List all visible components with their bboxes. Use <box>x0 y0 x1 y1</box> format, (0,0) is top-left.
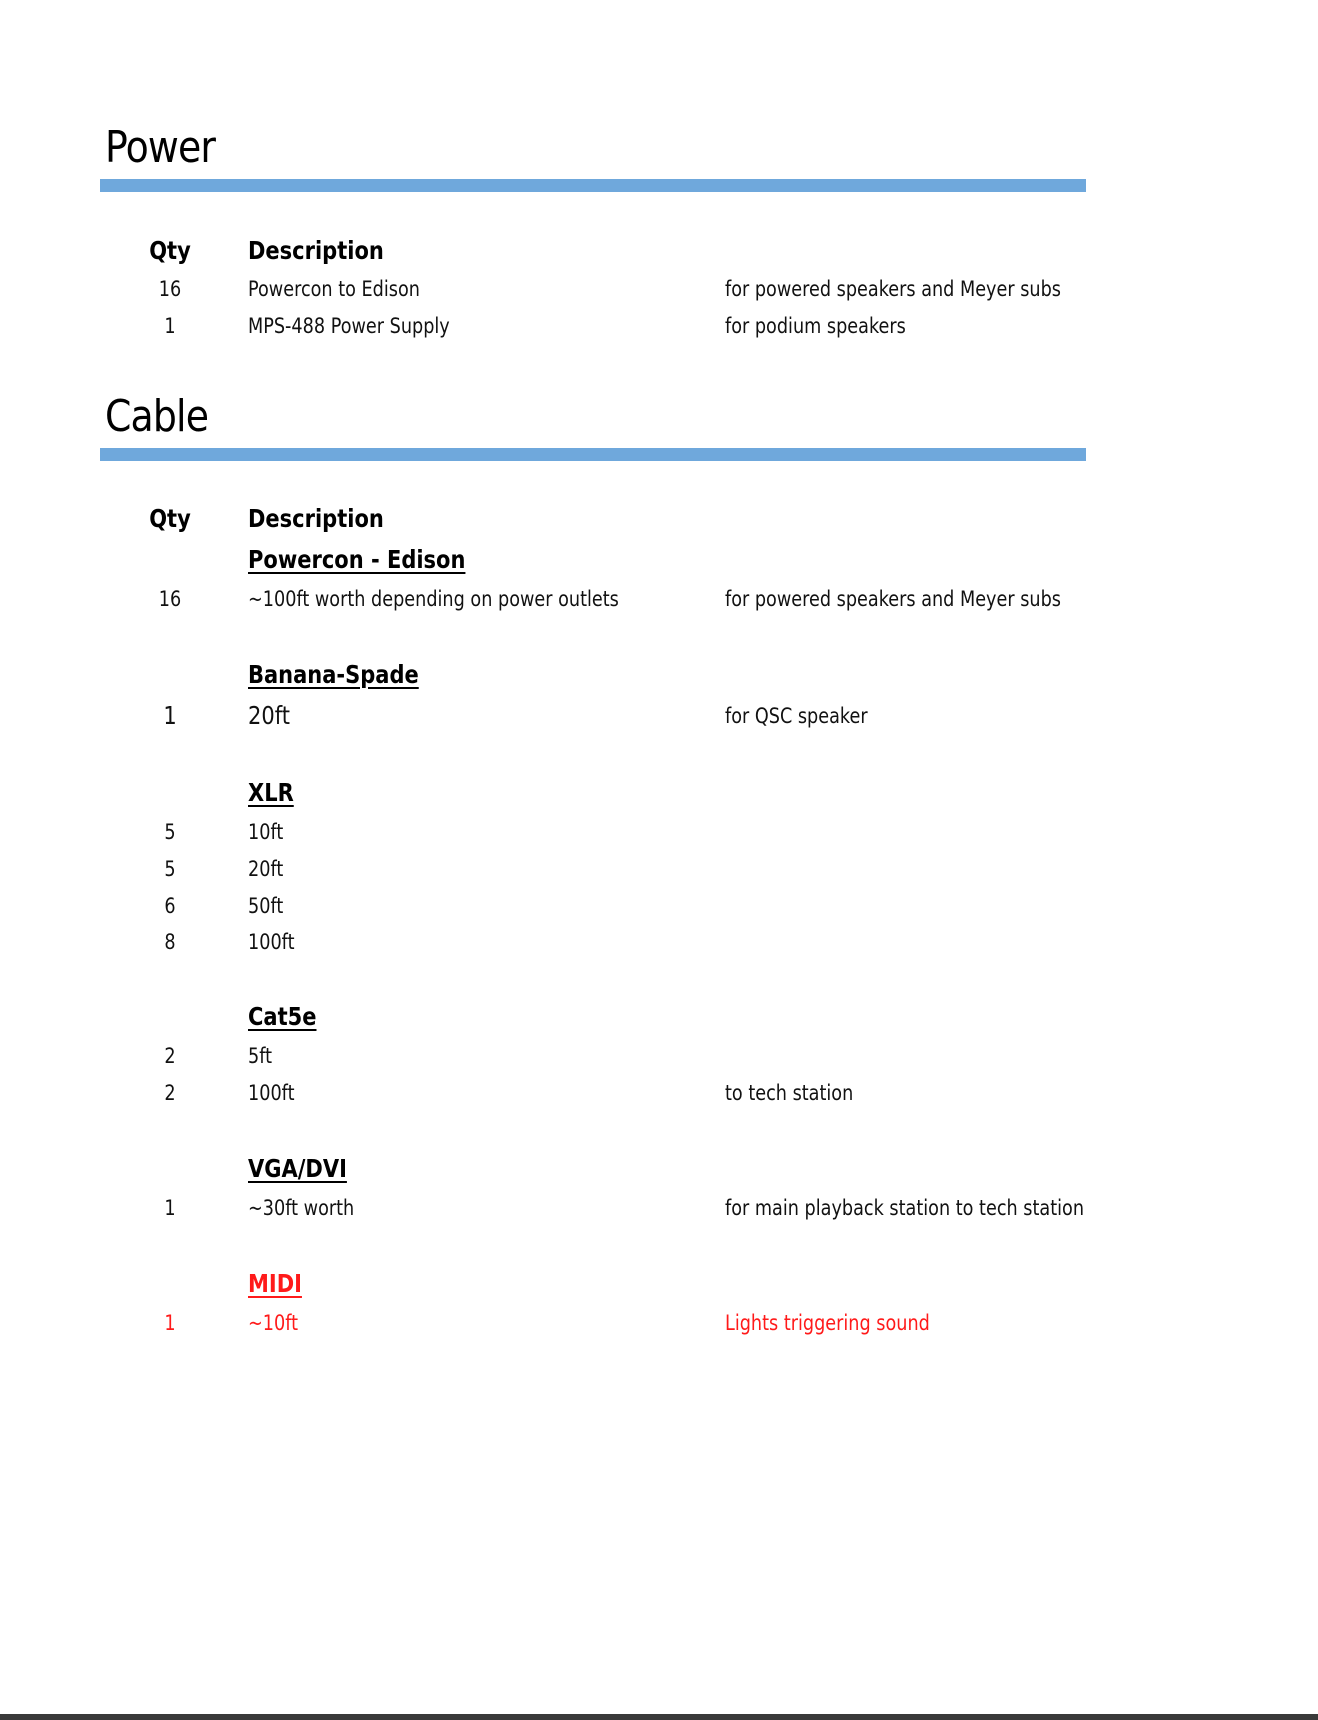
table-row <box>0 1075 1318 1111</box>
row-qty: 5 <box>164 820 176 844</box>
row-description: MPS-488 Power Supply <box>248 314 450 338</box>
table-row <box>0 1305 1318 1341</box>
row-description: 100ft <box>248 930 295 954</box>
table-row <box>0 851 1318 887</box>
section-rule-cable <box>100 448 1086 461</box>
page-bottom-border <box>0 1714 1318 1720</box>
row-qty: 16 <box>158 587 182 611</box>
row-description: 5ft <box>248 1044 273 1068</box>
table-row <box>0 1190 1318 1226</box>
table-header-cable <box>0 501 1318 537</box>
description-column-header: Description <box>248 236 384 265</box>
row-qty: 8 <box>164 930 176 954</box>
row-qty: 6 <box>164 894 176 918</box>
table-row <box>0 888 1318 924</box>
row-qty: 2 <box>164 1081 176 1105</box>
group-heading-label: Cat5e <box>248 1002 317 1031</box>
row-description: 20ft <box>248 701 290 730</box>
row-note: for powered speakers and Meyer subs <box>725 277 1061 301</box>
row-description: 100ft <box>248 1081 295 1105</box>
row-description: Powercon to Edison <box>248 277 420 301</box>
qty-column-header: Qty <box>149 504 191 533</box>
group-heading-label: VGA/DVI <box>248 1154 347 1183</box>
row-qty: 1 <box>164 1311 176 1335</box>
group-heading-label: Banana-Spade <box>248 660 419 689</box>
qty-column-header: Qty <box>149 236 191 265</box>
table-row <box>0 308 1318 344</box>
row-qty: 2 <box>164 1044 176 1068</box>
row-note: to tech station <box>725 1081 854 1105</box>
table-row <box>0 581 1318 617</box>
group-heading-cat5e <box>0 999 1318 1035</box>
row-qty: 1 <box>164 314 176 338</box>
group-heading-vga-dvi <box>0 1151 1318 1187</box>
row-qty: 16 <box>158 277 182 301</box>
row-qty: 1 <box>163 701 177 730</box>
group-heading-label: MIDI <box>248 1269 302 1298</box>
row-description: ~30ft worth <box>248 1196 355 1220</box>
row-description: ~10ft <box>248 1311 299 1335</box>
group-heading-xlr <box>0 775 1318 811</box>
row-qty: 5 <box>164 857 176 881</box>
table-header-power <box>0 233 1318 269</box>
row-note: Lights triggering sound <box>725 1311 930 1335</box>
group-heading-midi <box>0 1266 1318 1302</box>
group-heading-label: XLR <box>248 778 294 807</box>
group-heading-label: Powercon - Edison <box>248 545 466 574</box>
section-rule-power <box>100 179 1086 192</box>
row-note: for main playback station to tech station <box>725 1196 1085 1220</box>
row-description: 50ft <box>248 894 284 918</box>
section-title-cable: Cable <box>105 391 209 442</box>
table-row <box>0 271 1318 307</box>
section-title-power: Power <box>105 122 216 173</box>
row-description: ~100ft worth depending on power outlets <box>248 587 619 611</box>
table-row <box>0 924 1318 960</box>
group-heading-powercon-edison <box>0 542 1318 578</box>
description-column-header: Description <box>248 504 384 533</box>
row-description: 20ft <box>248 857 284 881</box>
table-row <box>0 814 1318 850</box>
row-note: for podium speakers <box>725 314 906 338</box>
group-heading-banana-spade <box>0 657 1318 693</box>
row-note: for QSC speaker <box>725 704 868 728</box>
table-row <box>0 1038 1318 1074</box>
table-row <box>0 698 1318 734</box>
row-qty: 1 <box>164 1196 176 1220</box>
row-note: for powered speakers and Meyer subs <box>725 587 1061 611</box>
row-description: 10ft <box>248 820 284 844</box>
